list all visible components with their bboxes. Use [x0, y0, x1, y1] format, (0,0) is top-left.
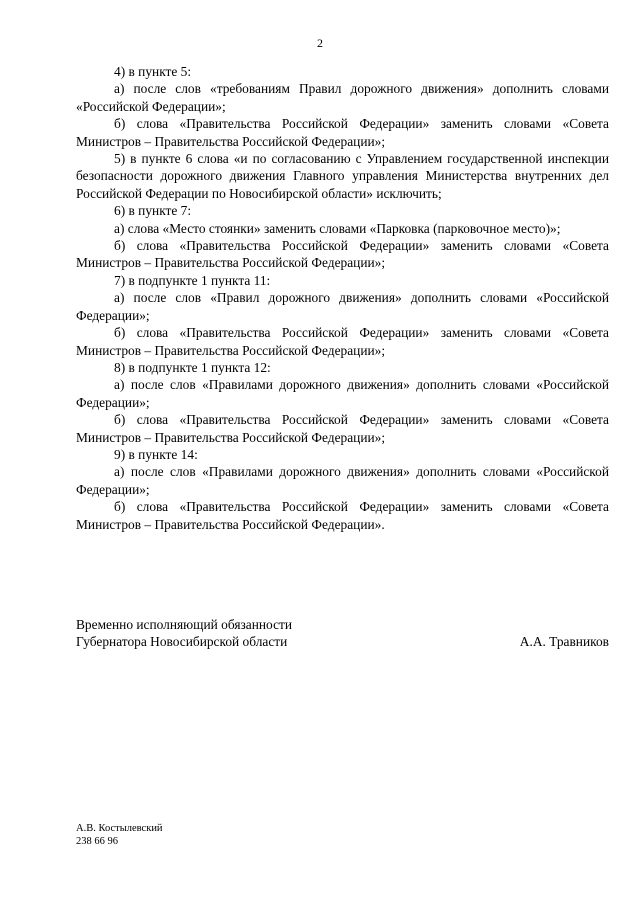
paragraph-item-8a: а) после слов «Правилами дорожного движения» дополнить словами «Российской Федерации»; [76, 377, 609, 410]
paragraph-item-8: 8) в подпункте 1 пункта 12: [114, 359, 271, 375]
paragraph-item-9b: б) слова «Правительства Российской Федерации» заменить словами «Совета Министров – Правительства Российской Федерации». [76, 499, 609, 532]
document-body [76, 63, 609, 533]
signatory-name: А.А. Травников [519, 634, 609, 650]
signatory-position-line1: Временно исполняющий обязанности [76, 617, 293, 632]
signatory-position-line2: Губернатора Новосибирской области [76, 634, 288, 650]
paragraph-item-4: 4) в пункте 5: [114, 64, 192, 79]
paragraph-item-7b: б) слова «Правительства Российской Федерации» заменить словами «Совета Министров – Правительства Российской Федерации»; [76, 325, 609, 358]
signature-block [76, 616, 609, 651]
executor-phone: 238 66 96 [76, 836, 118, 847]
paragraph-item-6a: а) слова «Место стоянки» заменить словами «Парковка (парковочное место)»; [114, 220, 561, 236]
executor-name: А.В. Костылевский [76, 823, 163, 834]
executor-footer [76, 822, 163, 848]
page-number: 2 [317, 36, 323, 50]
paragraph-item-4a: а) после слов «требованиям Правил дорожного движения» дополнить словами «Российской Федерации»; [76, 81, 609, 114]
paragraph-item-8b: б) слова «Правительства Российской Федерации» заменить словами «Совета Министров – Правительства Российской Федерации»; [76, 412, 609, 445]
paragraph-item-6: 6) в пункте 7: [114, 203, 192, 219]
paragraph-item-7a: а) после слов «Правил дорожного движения» дополнить словами «Российской Федерации»; [76, 290, 609, 323]
paragraph-item-6b: б) слова «Правительства Российской Федерации» заменить словами «Совета Министров – Правительства Российской Федерации»; [76, 238, 609, 271]
signature-row [76, 633, 609, 650]
paragraph-item-4b: б) слова «Правительства Российской Федерации» заменить словами «Совета Министров – Правительства Российской Федерации»; [76, 116, 609, 149]
paragraph-item-7: 7) в подпункте 1 пункта 11: [114, 272, 271, 288]
paragraph-item-9a: а) после слов «Правилами дорожного движения» дополнить словами «Российской Федерации»; [76, 464, 609, 497]
paragraph-item-5: 5) в пункте 6 слова «и по согласованию с Управлением государственной инспекции безопасности дорожного движения Главного управления Министерства внутренних дел Российской Федерации по Новосибирской области» исключить; [76, 151, 609, 201]
paragraph-item-9: 9) в пункте 14: [114, 446, 198, 462]
